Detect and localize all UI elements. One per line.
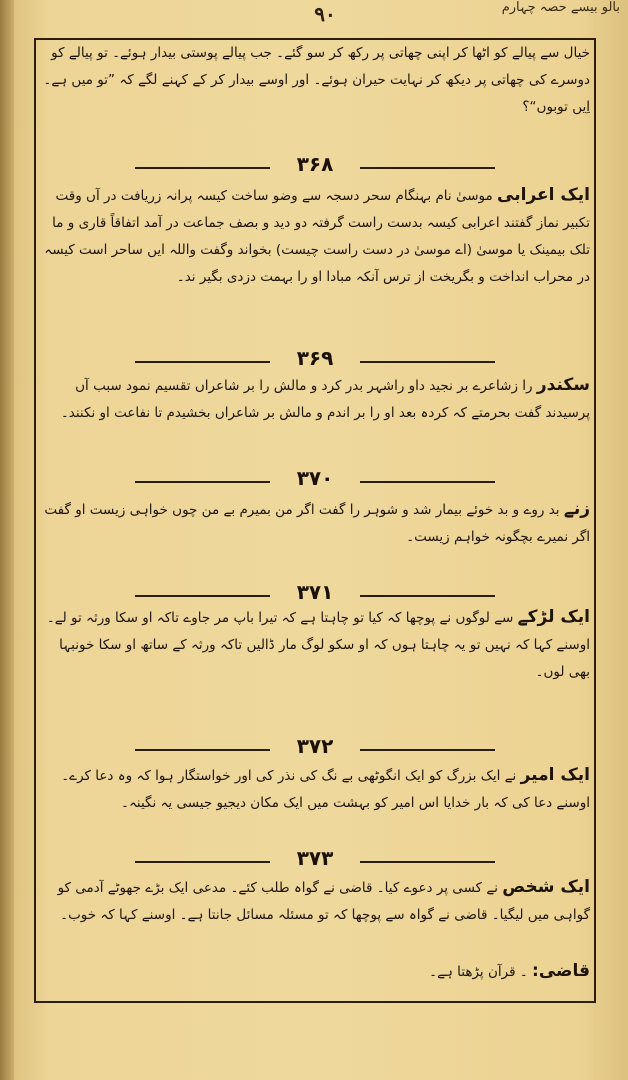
story-text: بد روے و بد خوئے بیمار شد و شوہر را گفت اگر من بمیرم بے من چوں خواہی زیست او گفت اگر نمیرے بچگونہ خواہم زیست۔: [44, 502, 590, 545]
heading-rule-right: [360, 861, 495, 863]
story-text: را زشاعرے بر نجید داو راشہر بدر کرد و مالش را بر شاعراں تقسیم نمود سبب آں پرسیدند گفت بحرمتے کہ کردہ بعد او را بر اندم و مالش بر شاعراں بخشیدم تا نفاعت او نکنند۔: [60, 378, 590, 421]
intro-paragraph: [40, 40, 590, 148]
page-number: ۹۰: [314, 2, 336, 26]
story-paragraph-370: [40, 496, 590, 580]
story-lead: سکندر: [536, 375, 590, 395]
story-text: نے ایک بزرگ کو ایک انگوٹھی بے نگ کی نذر کی اور خواستگار ہوا کہ وہ دعا کرے۔ اوسنے دعا کی کہ بار خدایا اس امیر کو بہشت میں ایک مکان دیجیو جیسی یہ نگینہ۔: [61, 768, 590, 811]
heading-rule-left: [135, 361, 270, 363]
story-number: ۳۶۸: [296, 152, 334, 176]
story-paragraph-368: [40, 182, 590, 344]
story-paragraph-373: [40, 874, 590, 964]
story-lead: ایک شخص: [502, 877, 590, 897]
story-number: ۳۷۱: [296, 580, 334, 604]
running-head: بالو بیسے حصہ چہارم: [501, 0, 620, 15]
story-number: ۳۷۳: [296, 846, 334, 870]
story-lead: ایک امیر: [520, 765, 590, 785]
heading-rule-left: [135, 749, 270, 751]
heading-rule-right: [360, 167, 495, 169]
story-heading-372: [135, 734, 495, 758]
closing-line: [40, 958, 590, 990]
heading-rule-right: [360, 481, 495, 483]
story-number: ۳۷۲: [296, 734, 334, 758]
story-paragraph-371: [40, 604, 590, 730]
story-lead: ایک لڑکے: [517, 607, 590, 627]
closing-lead: قاضی:: [532, 961, 590, 981]
heading-rule-left: [135, 595, 270, 597]
story-heading-371: [135, 580, 495, 604]
story-text: موسیٰ نام بہنگام سحر دسجہ سے وضو ساخت کیسہ پرانہ زریافت در آں وقت تکبیر نماز گفتند اعرابی کیسہ بدست راست گرفتہ دو دید و بصف جماعت در آمد اتفاقاً قاری و ما تلک بیمینک یا موسیٰ (اے موسیٰ در دست راست چیست) بخواند وگفت واللہ ایں ساحر است کیسہ در محراب انداخت و بگریخت از ترس آنکہ مبادا او را بہمت دزدی بگیر ند۔: [44, 188, 590, 285]
heading-rule-right: [360, 595, 495, 597]
story-number: ۳۶۹: [296, 346, 334, 370]
story-heading-368: [135, 152, 495, 176]
story-number: ۳۷۰: [296, 466, 334, 490]
story-heading-373: [135, 846, 495, 870]
story-text: نے کسی پر دعوے کیا۔ قاضی نے گواہ طلب کئے۔ مدعی ایک بڑے جھوٹے آدمی کو گواہی میں لیگیا۔ قاضی نے گواہ سے پوچھا کہ تو مسئلہ مسائل جانتا ہے۔ اوسنے کہا کہ خوب۔: [57, 880, 590, 923]
story-heading-370: [135, 466, 495, 490]
closing-text: ۔ قرآن پڑھتا ہے۔: [429, 964, 528, 980]
heading-rule-left: [135, 481, 270, 483]
story-paragraph-369: [40, 372, 590, 462]
intro-text: خیال سے پیالے کو اٹھا کر اپنی چھاتی پر رکھ کر سو گئے۔ جب پیالے پوستی بیدار ہوئے۔ تو پیالے کو دوسرے کی چھاتی پر دیکھ کر نہایت حیران ہوئے۔ اور اوسے بیدار کر کے کہنے لگے کہ ”تو میں ہے۔ اِیں توبوں“؟: [43, 45, 590, 115]
heading-rule-left: [135, 861, 270, 863]
story-paragraph-372: [40, 762, 590, 846]
book-spine: [0, 0, 14, 1080]
story-lead: ایک اعرابی: [497, 185, 590, 205]
heading-rule-right: [360, 361, 495, 363]
story-lead: زنے: [563, 499, 590, 519]
story-heading-369: [135, 346, 495, 370]
heading-rule-right: [360, 749, 495, 751]
heading-rule-left: [135, 167, 270, 169]
story-text: سے لوگوں نے پوچھا کہ کیا تو چاہتا ہے کہ تیرا باپ مر جاوے تاکہ او سکا ورثہ تو لے۔ اوسنے کہا کہ نہیں تو یہ چاہتا ہوں کہ او سکو لوگ مار ڈالیں تاکہ ورثہ کے ساتھ او سکا خونبہا بھی لوں۔: [46, 610, 590, 680]
